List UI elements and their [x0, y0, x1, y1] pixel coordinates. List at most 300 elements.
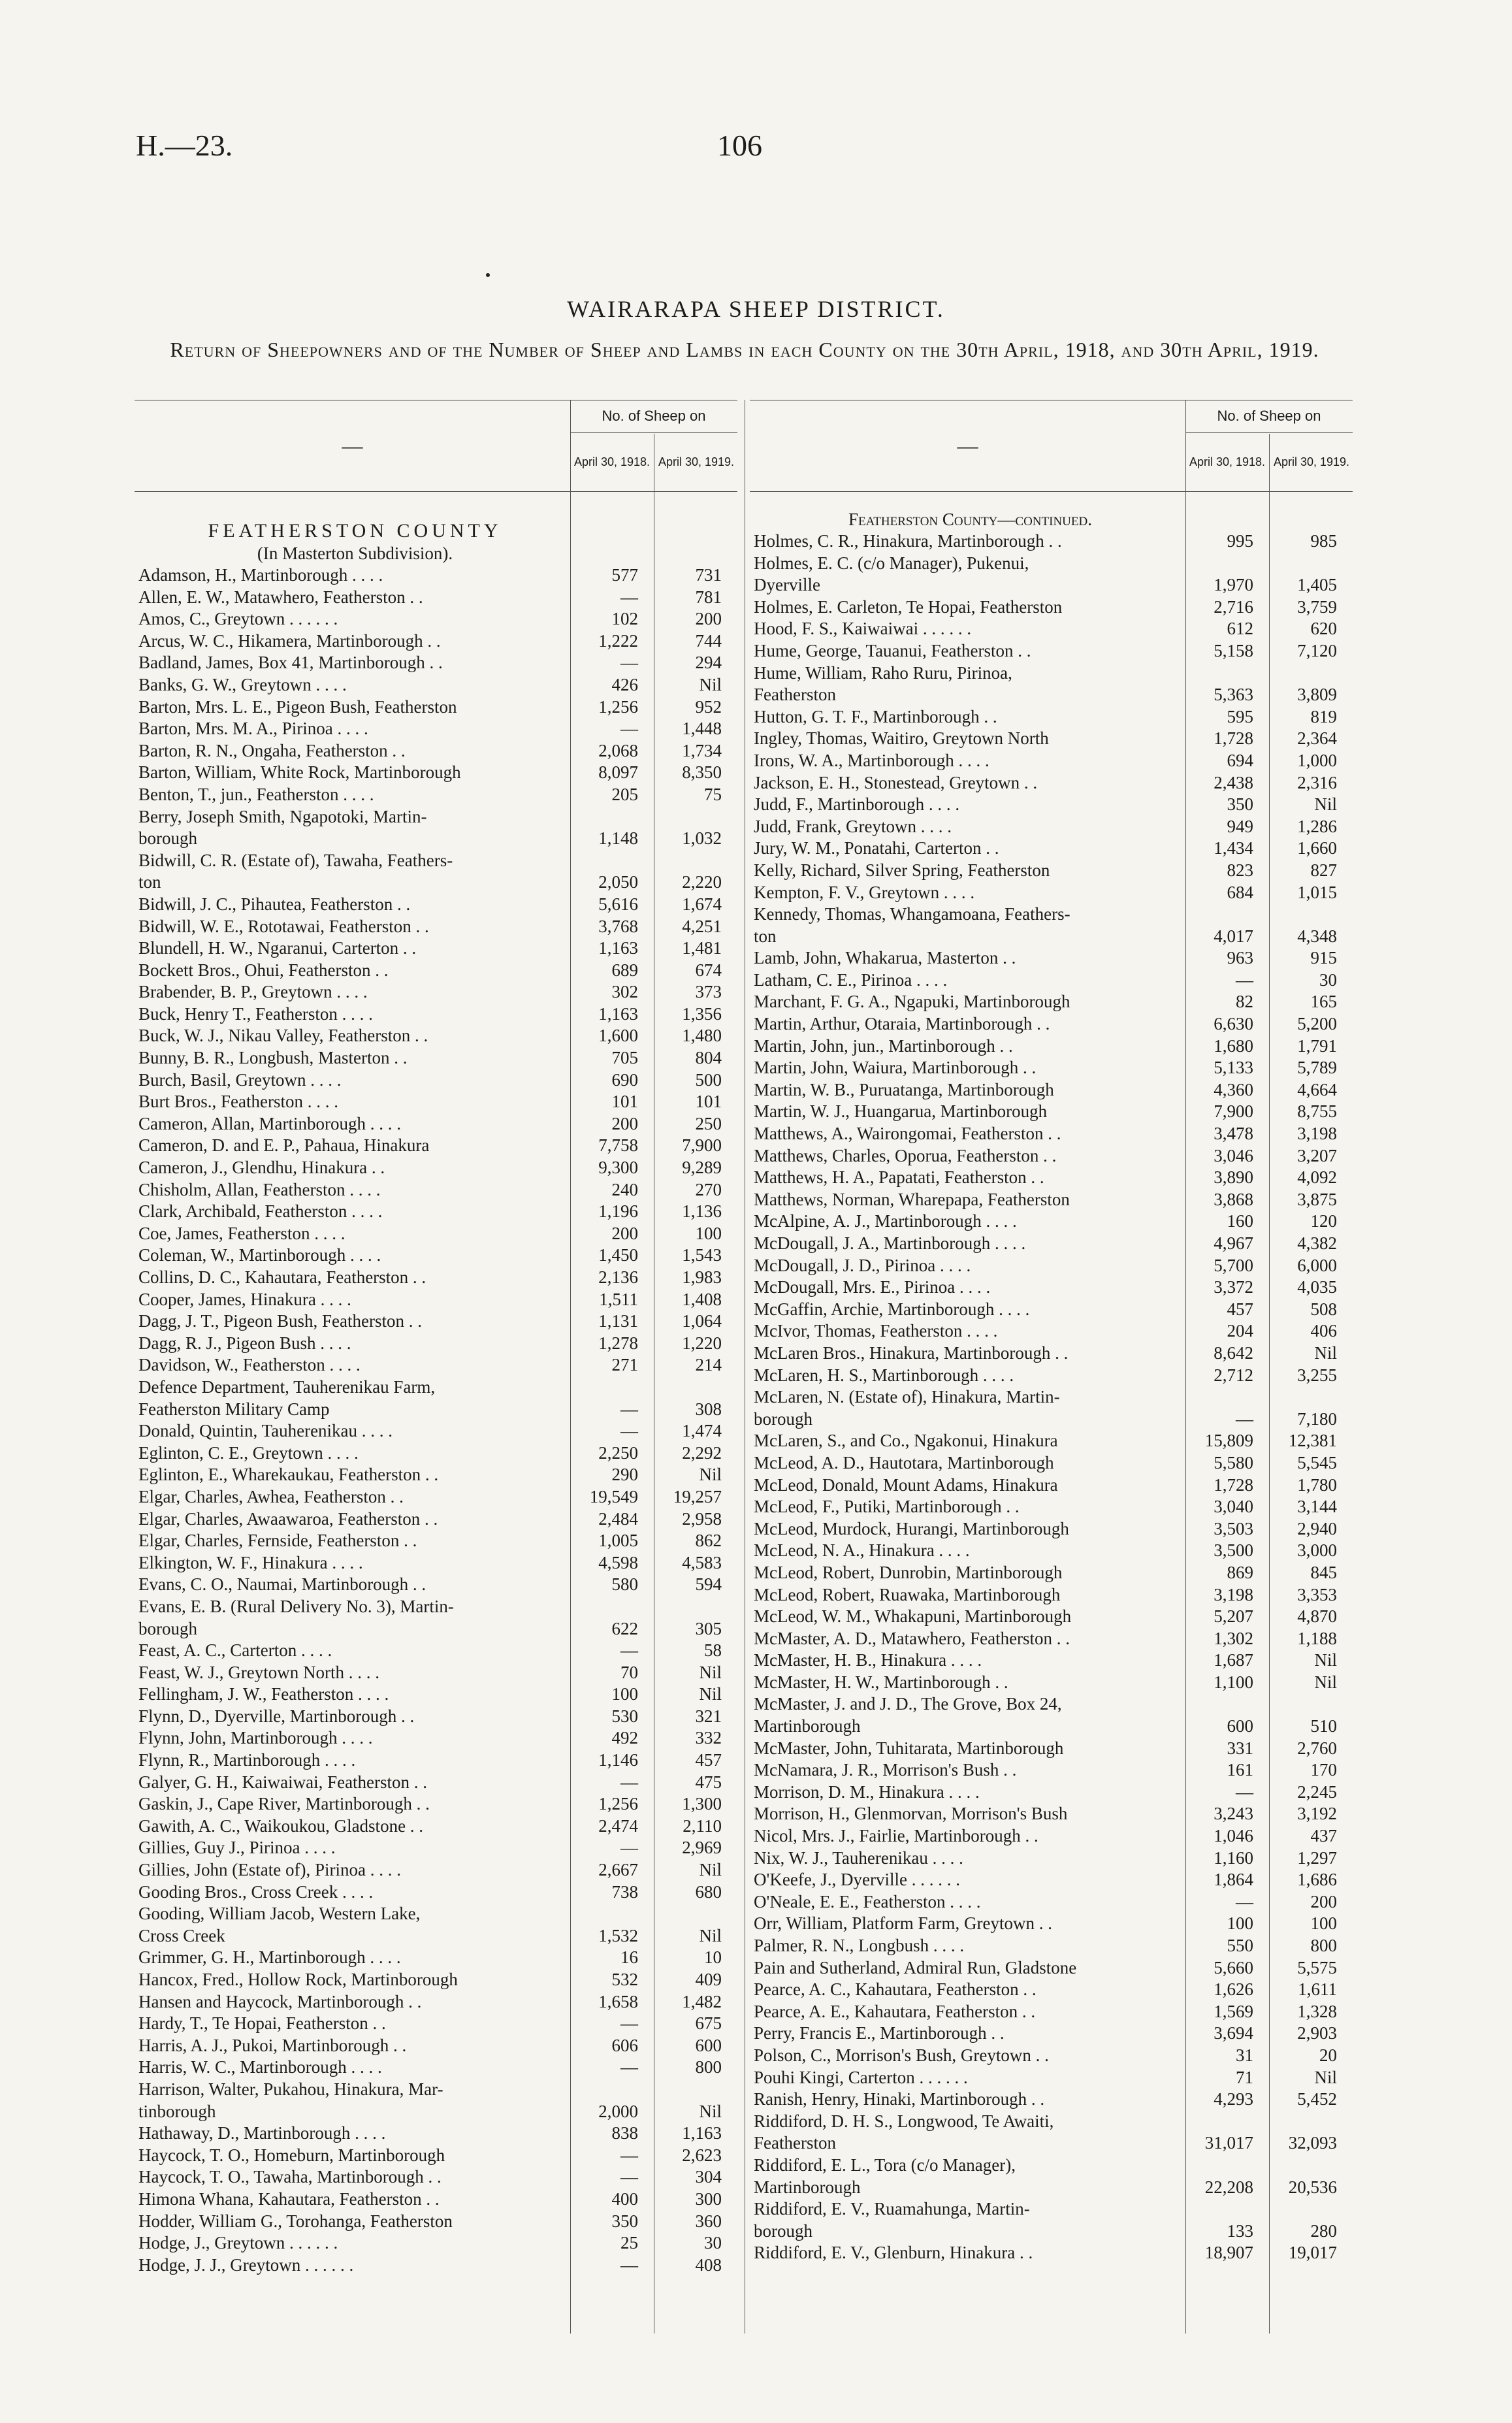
table-row	[135, 1859, 737, 1881]
owner-name: McLaren, N. (Estate of), Hinakura, Martin- borough	[754, 1387, 1060, 1429]
sheep-1918: 4,293	[1214, 2089, 1253, 2109]
sheep-1918: 3,243	[1214, 1804, 1253, 1824]
sheep-1919: 675	[695, 2013, 722, 2034]
sheep-1919: 19,257	[673, 1486, 722, 1506]
sheep-1919: 845	[1310, 1562, 1337, 1582]
table-row	[750, 2242, 1353, 2264]
table-row	[135, 894, 737, 916]
owner-name: Perry, Francis E., Martinborough . .	[754, 2023, 1005, 2043]
sheep-1919: 744	[695, 630, 722, 651]
sheep-1919: 360	[695, 2211, 722, 2231]
sheep-1919: 1,064	[682, 1311, 722, 1331]
sheep-1919: 3,875	[1297, 1189, 1337, 1209]
sheep-1918: 271	[611, 1355, 638, 1375]
table-row	[750, 596, 1353, 619]
table-row	[135, 1223, 737, 1245]
sheep-1919: 1,480	[682, 1026, 722, 1046]
sheep-1918: 606	[611, 2035, 638, 2055]
sheep-1919: 594	[695, 1574, 722, 1595]
owner-name: Latham, C. E., Pirinoa . . . .	[754, 969, 948, 990]
sheep-1919: 800	[695, 2057, 722, 2077]
sheep-1918: 70	[620, 1662, 638, 1682]
sheep-1919: 305	[695, 1618, 722, 1638]
owner-name: Dagg, J. T., Pigeon Bush, Featherston . .	[138, 1311, 422, 1331]
sheep-1919: 1,611	[1298, 1979, 1337, 2000]
owner-name: Martin, W. B., Puruatanga, Martinborough	[754, 1079, 1054, 1099]
owner-name: Flynn, John, Martinborough . . . .	[138, 1728, 373, 1748]
sheep-1919: 9,289	[682, 1158, 722, 1178]
table-row	[135, 1069, 737, 1092]
table-row	[750, 1606, 1353, 1628]
sheep-1918: 2,250	[598, 1442, 638, 1463]
sheep-1918: 160	[1227, 1211, 1253, 1231]
sheep-1919: 4,251	[682, 916, 722, 936]
sheep-1918: —	[620, 2145, 638, 2165]
sheep-1919: Nil	[699, 1925, 722, 1945]
sheep-1919: 3,809	[1297, 685, 1337, 705]
sheep-1918: 19,549	[589, 1486, 638, 1506]
table-row	[135, 1135, 737, 1157]
owner-name: Harris, W. C., Martinborough . . . .	[138, 2057, 382, 2077]
owner-name: Cooper, James, Hinakura . . . .	[138, 1289, 351, 1309]
sheep-1918: 1,222	[598, 630, 638, 651]
owner-name: Martin, John, Waiura, Martinborough . .	[754, 1058, 1037, 1078]
section-title: FEATHERSTON COUNTY	[208, 520, 502, 542]
owner-name: Matthews, Charles, Oporua, Featherston . .	[754, 1145, 1057, 1165]
table-row	[135, 2057, 737, 2079]
sheep-1919: 862	[695, 1531, 722, 1551]
sheep-1919: 20,536	[1288, 2177, 1337, 2197]
owner-name: McDougall, J. A., Martinborough . . . .	[754, 1233, 1026, 1253]
owner-name: Irons, W. A., Martinborough . . . .	[754, 750, 989, 770]
sheep-1919: 10	[704, 1947, 722, 1968]
owner-name: McLeod, Robert, Ruawaka, Martinborough	[754, 1584, 1061, 1604]
table-row	[135, 806, 737, 850]
sheep-1918: 2,000	[598, 2101, 638, 2121]
sheep-1919: 2,940	[1297, 1518, 1337, 1538]
table-row	[135, 1706, 737, 1728]
owner-name: Riddiford, E. L., Tora (c/o Manager), Martinborough	[754, 2155, 1016, 2197]
sheep-1919: 408	[695, 2254, 722, 2275]
table-row	[135, 696, 737, 719]
sheep-1919: 20	[1319, 2045, 1337, 2065]
table-row	[750, 1496, 1353, 1518]
sheep-1919: 1,300	[682, 1794, 722, 1814]
sheep-1919: 4,092	[1297, 1167, 1337, 1188]
table-row	[135, 1157, 737, 1179]
sheep-1919: 510	[1310, 1716, 1337, 1736]
table-row	[750, 1540, 1353, 1562]
owner-name: Barton, Mrs. M. A., Pirinoa . . . .	[138, 719, 368, 739]
table-row	[750, 2001, 1353, 2023]
sheep-1919: 1,408	[682, 1289, 722, 1309]
table-row	[750, 640, 1353, 662]
sheep-1919: 120	[1310, 1211, 1337, 1231]
table-row	[750, 1650, 1353, 1672]
sheep-1919: 2,623	[682, 2145, 722, 2165]
owner-name: McGaffin, Archie, Martinborough . . . .	[754, 1299, 1030, 1319]
sheep-1919: 2,958	[682, 1508, 722, 1529]
owner-name: Barton, R. N., Ongaha, Featherston . .	[138, 740, 406, 760]
sheep-1918: 3,478	[1214, 1124, 1253, 1144]
owner-name: Holmes, C. R., Hinakura, Martinborough . .	[754, 531, 1062, 551]
section-title-continued: Featherston County—continued.	[848, 510, 1092, 529]
owner-name: Hodder, William G., Torohanga, Featherston	[138, 2211, 453, 2231]
sheep-1918: 1,532	[598, 1925, 638, 1945]
table-row	[135, 1003, 737, 1026]
right-table-body	[750, 498, 1353, 2264]
sheep-1918: 31,017	[1204, 2133, 1253, 2153]
table-row	[750, 1123, 1353, 1145]
sheep-1918: 161	[1227, 1760, 1253, 1780]
table-row	[750, 1672, 1353, 1694]
sheep-1918: 205	[611, 784, 638, 804]
table-row	[135, 916, 737, 938]
sheep-1919: 1,543	[682, 1245, 722, 1265]
table-row	[750, 1562, 1353, 1584]
table-row	[750, 1738, 1353, 1760]
table-row	[750, 794, 1353, 816]
page-title: WAIRARAPA SHEEP DISTRICT.	[567, 296, 945, 322]
table-row	[750, 1979, 1353, 2001]
owner-name: Hutton, G. T. F., Martinborough . .	[754, 706, 997, 726]
table-row	[750, 837, 1353, 860]
table-row	[750, 1233, 1353, 1255]
table-row	[135, 1289, 737, 1311]
owner-name: Cameron, Allan, Martinborough . . . .	[138, 1113, 401, 1133]
owner-name: Gooding, William Jacob, Western Lake, Cross Creek	[138, 1904, 421, 1945]
section-subtitle: (In Masterton Subdivision).	[257, 544, 453, 563]
sheep-1918: 3,768	[598, 916, 638, 936]
table-row	[135, 762, 737, 784]
sheep-1919: 1,032	[682, 828, 722, 849]
sheep-1919: 3,207	[1297, 1145, 1337, 1165]
owner-name: Collins, D. C., Kahautara, Featherston . .	[138, 1267, 426, 1287]
table-row	[750, 1035, 1353, 1058]
table-row	[135, 1683, 737, 1706]
owner-name: McLaren, H. S., Martinborough . . . .	[754, 1365, 1014, 1385]
owner-name: McDougall, J. D., Pirinoa . . . .	[754, 1255, 971, 1275]
sheep-1918: 705	[611, 1048, 638, 1068]
table-row	[750, 903, 1353, 947]
table-row	[750, 1277, 1353, 1299]
table-row	[135, 2211, 737, 2233]
table-row	[750, 969, 1353, 992]
sheep-1919: 804	[695, 1048, 722, 1068]
owner-name: Gillies, Guy J., Pirinoa . . . .	[138, 1838, 336, 1858]
owner-name: McMaster, J. and J. D., The Grove, Box 24, Martinborough	[754, 1694, 1062, 1736]
table-row	[135, 1793, 737, 1815]
sheep-1919: 952	[695, 696, 722, 717]
sheep-1919: 200	[1310, 1891, 1337, 1911]
table-row	[750, 991, 1353, 1013]
owner-name: Hume, William, Raho Ruru, Pirinoa, Featherston	[754, 662, 1012, 705]
table-row	[750, 1255, 1353, 1277]
owner-name: Elgar, Charles, Awhea, Featherston . .	[138, 1486, 404, 1506]
table-header-right	[750, 400, 1353, 491]
sheep-1919: 5,789	[1297, 1058, 1337, 1078]
table-row	[135, 2035, 737, 2057]
table-row	[750, 1320, 1353, 1342]
sheep-1919: 2,220	[682, 872, 722, 892]
sheep-1919: 1,448	[682, 719, 722, 739]
table-row	[135, 1947, 737, 1969]
sheep-1919: 1,328	[1297, 2001, 1337, 2021]
table-row	[750, 1803, 1353, 1825]
owner-name: McLeod, Robert, Dunrobin, Martinborough	[754, 1562, 1063, 1582]
sheep-1918: —	[620, 1640, 638, 1661]
sheep-1918: 102	[611, 609, 638, 629]
ink-dot	[486, 273, 490, 277]
table-row	[135, 1025, 737, 1047]
owner-name: Judd, Frank, Greytown . . . .	[754, 816, 952, 836]
sheep-1918: 1,005	[598, 1531, 638, 1551]
sheep-1918: 1,146	[598, 1750, 638, 1770]
sheep-1919: 250	[695, 1113, 722, 1133]
sheep-1919: 1,734	[682, 740, 722, 760]
table-row	[135, 2013, 737, 2035]
sheep-1919: Nil	[699, 2101, 722, 2121]
table-row	[135, 652, 737, 674]
sheep-1918: 550	[1227, 1936, 1253, 1955]
sheep-1919: 3,198	[1297, 1124, 1337, 1144]
table-row	[135, 1486, 737, 1508]
sheep-1918: 532	[611, 1970, 638, 1989]
table-row	[750, 1145, 1353, 1167]
owner-name: Allen, E. W., Matawhero, Featherston . .	[138, 587, 423, 607]
table-row	[750, 750, 1353, 772]
sheep-1918: —	[620, 587, 638, 607]
sheep-1919: 294	[695, 653, 722, 673]
owner-name: Benton, T., jun., Featherston . . . .	[138, 784, 374, 804]
sheep-1919: 2,245	[1297, 1781, 1337, 1802]
sheep-1918: 1,163	[598, 1003, 638, 1024]
owner-name: Berry, Joseph Smith, Ngapotoki, Martin- borough	[138, 806, 427, 849]
owner-name: McLeod, A. D., Hautotara, Martinborough	[754, 1452, 1054, 1472]
owner-name: Donald, Quintin, Tauherenikau . . . .	[138, 1421, 393, 1441]
table-row	[750, 1825, 1353, 1847]
document-reference: H.—23.	[136, 129, 233, 162]
sheep-1918: 2,050	[598, 872, 638, 892]
sheep-1918: 1,626	[1214, 1979, 1253, 2000]
sheep-1918: 3,890	[1214, 1167, 1253, 1188]
table-row	[750, 1847, 1353, 1870]
sheep-1918: 2,716	[1214, 596, 1253, 617]
sheep-1918: 8,097	[598, 762, 638, 783]
owner-name: Matthews, A., Wairongomai, Featherston . .	[754, 1124, 1061, 1144]
sheep-1919: 1,000	[1297, 750, 1337, 770]
sheep-1918: 1,256	[598, 696, 638, 717]
sheep-1919: 300	[695, 2188, 722, 2209]
table-row	[750, 1891, 1353, 1913]
owner-name: Bockett Bros., Ohui, Featherston . .	[138, 960, 389, 980]
table-row	[135, 1727, 737, 1749]
sheep-1919: 800	[1310, 1936, 1337, 1955]
sheep-1918: 6,630	[1214, 1014, 1253, 1034]
table-row	[135, 2166, 737, 2188]
sheep-1918: 31	[1236, 2045, 1253, 2065]
sheep-1919: 1,780	[1297, 1474, 1337, 1495]
sheep-1919: Nil	[699, 1465, 722, 1485]
sheep-1919: 3,353	[1297, 1584, 1337, 1604]
owner-name: Hathaway, D., Martinborough . . . .	[138, 2123, 386, 2143]
sheep-1918: 25	[620, 2233, 638, 2253]
page-subtitle: Return of Sheepowners and of the Number of Sheep and Lambs in each County on the 30th April, 1918, and 30th April, 1919.	[170, 338, 1319, 361]
table-row	[135, 564, 737, 587]
left-table-body	[135, 498, 737, 2276]
owner-name: Nicol, Mrs. J., Fairlie, Martinborough . .	[754, 1826, 1038, 1846]
sheep-1918: 82	[1236, 992, 1253, 1012]
table-header	[135, 400, 737, 491]
sheep-1918: 1,680	[1214, 1035, 1253, 1056]
sheep-1918: 690	[611, 1069, 638, 1090]
sheep-1919: 4,583	[682, 1552, 722, 1572]
sheep-1919: 2,903	[1297, 2023, 1337, 2043]
owner-name: Gawith, A. C., Waikoukou, Gladstone . .	[138, 1815, 424, 1836]
sheep-1918: —	[620, 1399, 638, 1419]
sheep-1918: —	[620, 653, 638, 673]
sheep-1918: 694	[1227, 750, 1253, 770]
owner-name: Riddiford, D. H. S., Longwood, Te Awaiti, Featherston	[754, 2111, 1054, 2153]
sheep-1918: 100	[611, 1684, 638, 1704]
table-row	[135, 1749, 737, 1772]
sheep-1918: 4,598	[598, 1552, 638, 1572]
table-row	[750, 2023, 1353, 2045]
owner-name: Kempton, F. V., Greytown . . . .	[754, 882, 975, 902]
sheep-1919: 5,200	[1297, 1014, 1337, 1034]
sheep-1919: 620	[1310, 619, 1337, 639]
sheep-1918: 4,360	[1214, 1079, 1253, 1099]
sheep-1919: Nil	[1314, 1650, 1337, 1670]
table-row	[135, 937, 737, 960]
sheep-1918: 1,100	[1214, 1672, 1253, 1692]
table-row	[750, 1211, 1353, 1233]
sheep-1918: 5,660	[1214, 1957, 1253, 1977]
owner-name: Burt Bros., Featherston . . . .	[138, 1092, 338, 1112]
sheep-1919: 508	[1310, 1299, 1337, 1319]
sheep-1919: 5,452	[1297, 2089, 1337, 2109]
table-row	[135, 1201, 737, 1223]
owner-name: Haycock, T. O., Homeburn, Martinborough	[138, 2145, 445, 2165]
table-row	[750, 1452, 1353, 1474]
sheep-1919: 1,220	[682, 1333, 722, 1353]
owner-name: Matthews, H. A., Papatati, Featherston . .	[754, 1167, 1044, 1188]
sheep-1918: 1,569	[1214, 2001, 1253, 2021]
sheep-1918: —	[620, 2057, 638, 2077]
table-row	[135, 960, 737, 982]
owner-name: McLeod, N. A., Hinakura . . . .	[754, 1540, 970, 1561]
owner-name: O'Keefe, J., Dyerville . . . . . .	[754, 1870, 961, 1890]
sheep-1918: 7,900	[1214, 1101, 1253, 1122]
owner-name: McLaren, S., and Co., Ngakonui, Hinakura	[754, 1431, 1058, 1451]
table-row	[135, 1530, 737, 1552]
table-row	[750, 1299, 1353, 1321]
sheep-1919: 3,192	[1297, 1804, 1337, 1824]
sheep-1918: —	[1236, 1781, 1253, 1802]
sheep-1918: 738	[611, 1881, 638, 1902]
table-row	[135, 1354, 737, 1376]
sheep-1918: 1,256	[598, 1794, 638, 1814]
sheep-1919: 1,356	[682, 1003, 722, 1024]
sheep-1919: Nil	[699, 1662, 722, 1682]
owner-name: Kelly, Richard, Silver Spring, Featherston	[754, 860, 1050, 880]
header-group-label-right: No. of Sheep on	[1185, 400, 1353, 433]
sheep-1919: 19,017	[1288, 2243, 1337, 2263]
sheep-1919: 1,405	[1297, 575, 1337, 595]
owner-name: Badland, James, Box 41, Martinborough . .	[138, 653, 443, 673]
sheep-1918: 530	[611, 1706, 638, 1726]
sheep-1919: 3,255	[1297, 1365, 1337, 1385]
header-col-1918-right: April 30, 1918.	[1189, 455, 1266, 468]
sheep-1919: 1,660	[1297, 838, 1337, 858]
sheep-1919: 4,664	[1297, 1079, 1337, 1099]
table-row	[135, 2232, 737, 2254]
owner-name: Cameron, D. and E. P., Pahaua, Hinakura	[138, 1135, 430, 1156]
sheep-1919: 332	[695, 1728, 722, 1748]
table-row	[135, 1574, 737, 1596]
sheep-1919: 1,136	[682, 1201, 722, 1222]
owner-name: McNamara, J. R., Morrison's Bush . .	[754, 1760, 1017, 1780]
sheep-1918: 869	[1227, 1562, 1253, 1582]
table-row	[135, 1244, 737, 1267]
table-row	[135, 1508, 737, 1531]
owner-name: Holmes, E. C. (c/o Manager), Pukenui, Dyerville	[754, 553, 1029, 595]
sheep-1919: Nil	[699, 1684, 722, 1704]
sheep-1919: 3,759	[1297, 596, 1337, 617]
owner-name: McAlpine, A. J., Martinborough . . . .	[754, 1211, 1017, 1231]
owner-name: Lamb, John, Whakarua, Masterton . .	[754, 948, 1016, 968]
sheep-1919: 985	[1310, 531, 1337, 551]
owner-name: Feast, W. J., Greytown North . . . .	[138, 1662, 379, 1682]
sheep-1919: 7,180	[1297, 1408, 1337, 1429]
table-row	[750, 1079, 1353, 1101]
table-row	[135, 674, 737, 696]
sheep-1918: 204	[1227, 1321, 1253, 1341]
sheep-1918: 2,438	[1214, 772, 1253, 792]
table-row	[135, 587, 737, 609]
table-row	[750, 662, 1353, 706]
table-row	[135, 981, 737, 1003]
sheep-1919: 409	[695, 1970, 722, 1989]
sheep-1919: 4,870	[1297, 1606, 1337, 1627]
table-row	[135, 784, 737, 806]
header-col-1919: April 30, 1919.	[654, 434, 738, 490]
sheep-1919: Nil	[1314, 1672, 1337, 1692]
sheep-1918: 18,907	[1204, 2243, 1253, 2263]
owner-name: McLaren Bros., Hinakura, Martinborough . .	[754, 1342, 1069, 1363]
owner-name: Pouhi Kingi, Carterton . . . . . .	[754, 2067, 968, 2087]
owner-name: Gillies, John (Estate of), Pirinoa . . . .	[138, 1860, 401, 1880]
owner-name: Jackson, E. H., Stonestead, Greytown . .	[754, 772, 1038, 792]
owner-name: Coe, James, Featherston . . . .	[138, 1223, 346, 1243]
owner-name: Pearce, A. E., Kahautara, Featherston . .	[754, 2001, 1036, 2021]
owner-name: Palmer, R. N., Longbush . . . .	[754, 1936, 965, 1955]
sheep-1919: Nil	[699, 674, 722, 694]
owner-name: Riddiford, E. V., Glenburn, Hinakura . .	[754, 2243, 1033, 2263]
sheep-1918: 200	[611, 1223, 638, 1243]
sheep-1918: 577	[611, 565, 638, 585]
table-row	[750, 1342, 1353, 1365]
owner-name: Burch, Basil, Greytown . . . .	[138, 1069, 342, 1090]
sheep-1918: 1,434	[1214, 838, 1253, 858]
owner-name: Brabender, B. P., Greytown . . . .	[138, 982, 368, 1002]
owner-name: Hansen and Haycock, Martinborough . .	[138, 1991, 422, 2011]
table-row	[135, 1310, 737, 1333]
sheep-1919: 5,575	[1297, 1957, 1337, 1977]
owner-name: Elkington, W. F., Hinakura . . . .	[138, 1552, 363, 1572]
sheep-1919: Nil	[699, 1860, 722, 1880]
owner-name: Buck, W. J., Nikau Valley, Featherston . .	[138, 1026, 428, 1046]
